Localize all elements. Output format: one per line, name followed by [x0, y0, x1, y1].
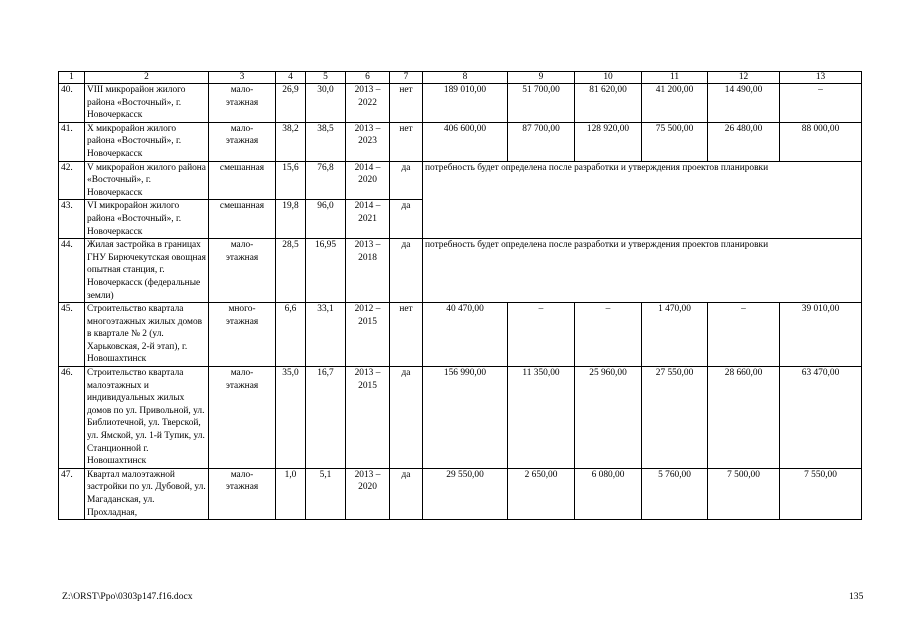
- financing-value: 41 200,00: [642, 84, 708, 123]
- object-name: Строительство квартала многоэтажных жилых домов в квартале № 2 (ул. Харьковская, 2-й этап), г. Новошахтинск: [85, 303, 209, 367]
- construction-period: 2013 – 2023: [346, 122, 390, 161]
- row-number: 42.: [59, 161, 85, 200]
- area-value: 19,8: [276, 200, 306, 239]
- project-status: да: [390, 161, 423, 200]
- housing-volume: 38,5: [306, 122, 346, 161]
- financing-value: 39 010,00: [780, 303, 862, 367]
- header-cell: 6: [346, 72, 390, 84]
- project-status: да: [390, 200, 423, 239]
- object-name: X микрорайон жилого района «Восточный», г. Новочеркасск: [85, 122, 209, 161]
- header-cell: 10: [575, 72, 642, 84]
- area-value: 15,6: [276, 161, 306, 200]
- header-cell: 5: [306, 72, 346, 84]
- building-type: смешанная: [209, 200, 276, 239]
- financing-value: 29 550,00: [423, 468, 508, 519]
- building-type: много- этажная: [209, 303, 276, 367]
- financing-value: 5 760,00: [642, 468, 708, 519]
- table-row: [59, 303, 862, 367]
- building-type: мало- этажная: [209, 468, 276, 519]
- housing-volume: 5,1: [306, 468, 346, 519]
- building-type: мало- этажная: [209, 84, 276, 123]
- object-name: Квартал малоэтажной застройки по ул. Дубовой, ул. Магаданская, ул. Прохладная,: [85, 468, 209, 519]
- financing-value: –: [575, 303, 642, 367]
- housing-volume: 96,0: [306, 200, 346, 239]
- financing-value: 189 010,00: [423, 84, 508, 123]
- header-cell: 9: [508, 72, 575, 84]
- project-status: да: [390, 468, 423, 519]
- row-number: 41.: [59, 122, 85, 161]
- header-cell: 8: [423, 72, 508, 84]
- area-value: 35,0: [276, 367, 306, 469]
- financing-value: 7 500,00: [708, 468, 780, 519]
- page-number: 135: [849, 591, 864, 602]
- building-type: мало- этажная: [209, 122, 276, 161]
- object-name: VIII микрорайон жилого района «Восточный», г. Новочеркасск: [85, 84, 209, 123]
- financing-value: 25 960,00: [575, 367, 642, 469]
- financing-value: 51 700,00: [508, 84, 575, 123]
- financing-value: 81 620,00: [575, 84, 642, 123]
- financing-value: –: [508, 303, 575, 367]
- header-cell: 11: [642, 72, 708, 84]
- area-value: 1,0: [276, 468, 306, 519]
- financing-value: 26 480,00: [708, 122, 780, 161]
- table-row: [59, 239, 862, 303]
- header-cell: 12: [708, 72, 780, 84]
- financing-value: 2 650,00: [508, 468, 575, 519]
- project-status: да: [390, 239, 423, 303]
- financing-value: 156 990,00: [423, 367, 508, 469]
- table-row: [59, 468, 862, 519]
- building-type: мало- этажная: [209, 239, 276, 303]
- housing-volume: 30,0: [306, 84, 346, 123]
- header-cell: 1: [59, 72, 85, 84]
- object-name: V микрорайон жилого района «Восточный», г. Новочеркасск: [85, 161, 209, 200]
- housing-volume: 16,95: [306, 239, 346, 303]
- construction-period: 2013 – 2018: [346, 239, 390, 303]
- object-name: Строительство квартала малоэтажных и индивидуальных жилых домов по ул. Привольной, ул. Библиотечной, ул. Тверской, ул. Ямской, ул. 1-й Тупик, ул. Станционной г. Новошахтинск: [85, 367, 209, 469]
- row-number: 40.: [59, 84, 85, 123]
- financing-value: 75 500,00: [642, 122, 708, 161]
- row-number: 43.: [59, 200, 85, 239]
- project-status: да: [390, 367, 423, 469]
- table-row: [59, 84, 862, 123]
- financing-value: 28 660,00: [708, 367, 780, 469]
- header-cell: 7: [390, 72, 423, 84]
- housing-volume: 16,7: [306, 367, 346, 469]
- financing-value: 406 600,00: [423, 122, 508, 161]
- area-value: 28,5: [276, 239, 306, 303]
- financing-value: 14 490,00: [708, 84, 780, 123]
- area-value: 26,9: [276, 84, 306, 123]
- header-cell: 2: [85, 72, 209, 84]
- financing-value: 40 470,00: [423, 303, 508, 367]
- financing-note: потребность будет определена после разработки и утверждения проектов планировки: [423, 161, 862, 239]
- header-cell: 13: [780, 72, 862, 84]
- project-status: нет: [390, 303, 423, 367]
- construction-period: 2014 – 2020: [346, 161, 390, 200]
- object-name: VI микрорайон жилого района «Восточный», г. Новочеркасск: [85, 200, 209, 239]
- row-number: 44.: [59, 239, 85, 303]
- financing-note: потребность будет определена после разработки и утверждения проектов планировки: [423, 239, 862, 303]
- financing-value: –: [780, 84, 862, 123]
- financing-value: 6 080,00: [575, 468, 642, 519]
- header-row: [59, 72, 862, 84]
- header-cell: 3: [209, 72, 276, 84]
- financing-value: –: [708, 303, 780, 367]
- area-value: 6,6: [276, 303, 306, 367]
- building-type: мало- этажная: [209, 367, 276, 469]
- construction-period: 2013 – 2020: [346, 468, 390, 519]
- project-status: нет: [390, 84, 423, 123]
- financing-value: 1 470,00: [642, 303, 708, 367]
- construction-period: 2012 – 2015: [346, 303, 390, 367]
- table-row: [59, 122, 862, 161]
- financing-value: 63 470,00: [780, 367, 862, 469]
- header-cell: 4: [276, 72, 306, 84]
- housing-volume: 33,1: [306, 303, 346, 367]
- row-number: 45.: [59, 303, 85, 367]
- row-number: 47.: [59, 468, 85, 519]
- area-value: 38,2: [276, 122, 306, 161]
- financing-value: 7 550,00: [780, 468, 862, 519]
- project-status: нет: [390, 122, 423, 161]
- construction-period: 2013 – 2022: [346, 84, 390, 123]
- row-number: 46.: [59, 367, 85, 469]
- table-row: [59, 367, 862, 469]
- housing-table: [58, 71, 862, 520]
- construction-period: 2014 – 2021: [346, 200, 390, 239]
- financing-value: 27 550,00: [642, 367, 708, 469]
- financing-value: 11 350,00: [508, 367, 575, 469]
- financing-value: 87 700,00: [508, 122, 575, 161]
- building-type: смешанная: [209, 161, 276, 200]
- file-path: Z:\ORST\Ppo\0303p147.f16.docx: [62, 591, 193, 602]
- housing-volume: 76,8: [306, 161, 346, 200]
- table-row: [59, 161, 862, 200]
- financing-value: 128 920,00: [575, 122, 642, 161]
- object-name: Жилая застройка в границах ГНУ Бирючекутская овощная опытная станция, г. Новочеркасск (федеральные земли): [85, 239, 209, 303]
- financing-value: 88 000,00: [780, 122, 862, 161]
- construction-period: 2013 – 2015: [346, 367, 390, 469]
